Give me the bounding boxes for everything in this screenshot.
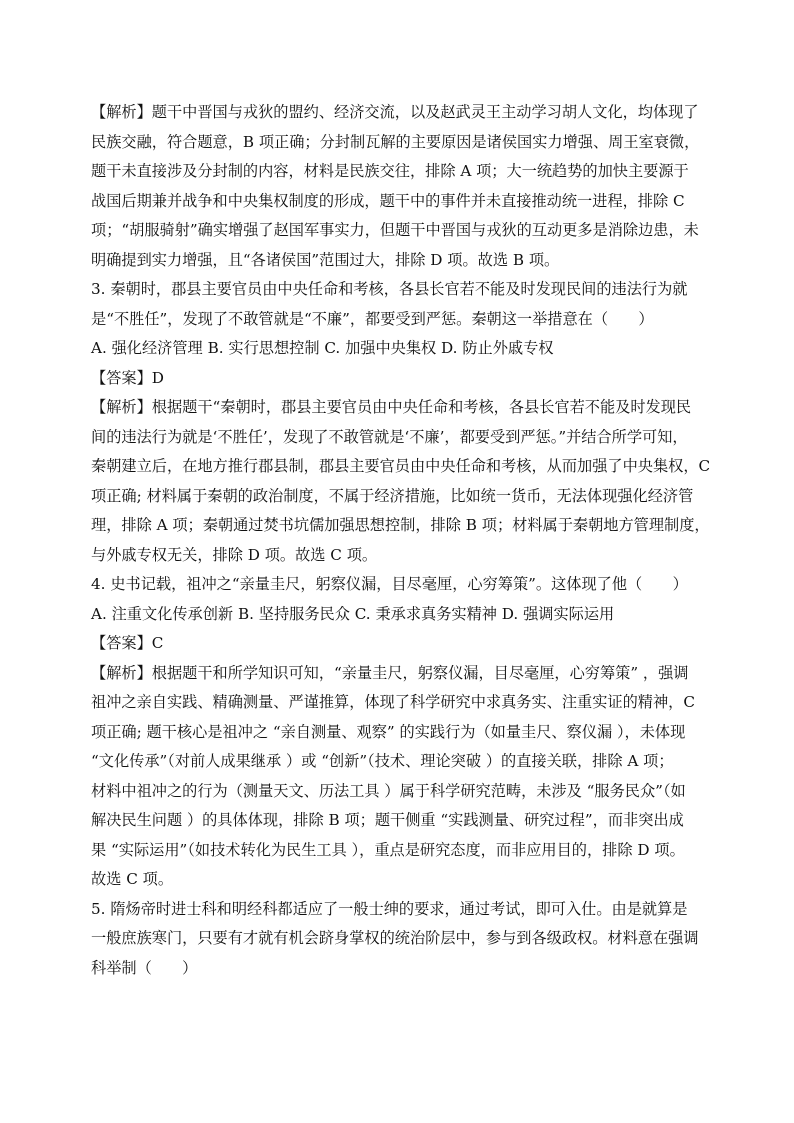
question-block [91,895,699,984]
options-line: A. 注重文化传承创新 B. 坚持服务民众 C. 秉承求真务实精神 D. 强调实际运用 [91,604,615,623]
analysis-block [91,393,711,570]
question-line: 5. 隋炀帝时进士科和明经科都适应了一般士绅的要求，通过考试，即可入仕。由是就算是 [91,899,688,918]
analysis-line: 【解析】题干中晋国与戎狄的盟约、经济交流，以及赵武灵王主动学习胡人文化，均体现了 [91,103,699,121]
analysis-line: 果 “实际运用”（如技术转化为民生工具 ），重点是研究态度，而非应用目的，排除 D 项。 [91,840,685,859]
question-line: 科举制（ ） [91,958,198,977]
analysis-block [91,98,700,275]
analysis-line: 秦朝建立后，在地方推行郡县制，郡县主要官员由中央任命和考核，从而加强了中央集权，C [91,457,711,475]
options-block [91,334,691,364]
analysis-line: 项正确; 材料属于秦朝的政治制度，不属于经济措施，比如统一货币，无法体现强化经济管 [91,486,694,505]
document-content [91,98,711,983]
analysis-line: “文化传承”（对前人成果继承 ）或 “创新”（技术、理论突破 ）的直接关联，排除 A 项； [91,752,674,770]
analysis-line: 项；“胡服骑射”确实增强了赵国军事实力，但题干中晋国与戎狄的互动更多是消除边患，未 [91,221,699,239]
analysis-line: 祖冲之亲自实践、精确测量、严谨推算，体现了科学研究中求真务实、注重实证的精神，C [91,693,695,711]
analysis-line: 理，排除 A 项；秦朝通过焚书坑儒加强思想控制，排除 B 项；材料属于秦朝地方管理制度， [91,516,710,534]
answer-line: 【答案】C [91,634,164,652]
options-block [91,600,691,630]
question-line: 一般庶族寒门，只要有才就有机会跻身掌权的统治阶层中，参与到各级政权。材料意在强调 [91,929,699,947]
analysis-line: 民族交融，符合题意，B 项正确；分封制瓦解的主要原因是诸侯国实力增强、周王室衰微， [91,132,700,151]
analysis-line: 与外戚专权无关，排除 D 项。故选 C 项。 [91,545,378,564]
analysis-line: 战国后期兼并战争和中央集权制度的形成，题干中的事件并未直接推动统一进程，排除 C [91,191,685,210]
answer-block [91,629,691,659]
options-line: A. 强化经济管理 B. 实行思想控制 C. 加强中央集权 D. 防止外戚专权 [91,339,554,357]
analysis-line: 解决民生问题 ）的具体体现，排除 B 项；题干侧重 “实践测量、研究过程”，而非突出成 [91,811,684,829]
question-line: 是“不胜任”，发现了不敢管就是“不廉”，都要受到严惩。秦朝这一举措意在（ ） [91,309,654,328]
analysis-line: 题干未直接涉及分封制的内容，材料是民族交往，排除 A 项；大一统趋势的加快主要源于 [91,162,689,180]
analysis-line: 明确提到实力增强，且“各诸侯国”范围过大，排除 D 项。故选 B 项。 [91,250,560,269]
analysis-line: 【解析】根据题干“秦朝时，郡县主要官员由中央任命和考核，各县长官若不能及时发现民 [91,398,692,416]
analysis-line: 故选 C 项。 [91,870,174,888]
analysis-line: 间的违法行为就是‘不胜任’，发现了不敢管就是‘不廉’，都要受到严惩。”并结合所学可知， [91,427,688,446]
analysis-line: 材料中祖冲之的行为（测量天文、历法工具 ）属于科学研究范畴，未涉及 “服务民众”（如 [91,781,686,800]
analysis-line: 项正确; 题干核心是祖冲之 “亲自测量、观察” 的实践行为（如量圭尺、察仪漏 ），未体现 [91,722,686,741]
answer-block [91,364,691,394]
question-line: 4. 史书记载，祖冲之“亲量圭尺，躬察仪漏，目尽毫厘，心穷筹策”。这体现了他（ ） [91,575,688,593]
analysis-block [91,659,695,895]
answer-line: 【答案】D [91,368,164,387]
question-block [91,570,691,600]
question-block [91,275,691,334]
analysis-line: 【解析】根据题干和所学知识可知，“亲量圭尺，躬察仪漏，目尽毫厘，心穷筹策” ，强调 [91,663,689,682]
question-line: 3. 秦朝时，郡县主要官员由中央任命和考核，各县长官若不能及时发现民间的违法行为就 [91,280,688,298]
